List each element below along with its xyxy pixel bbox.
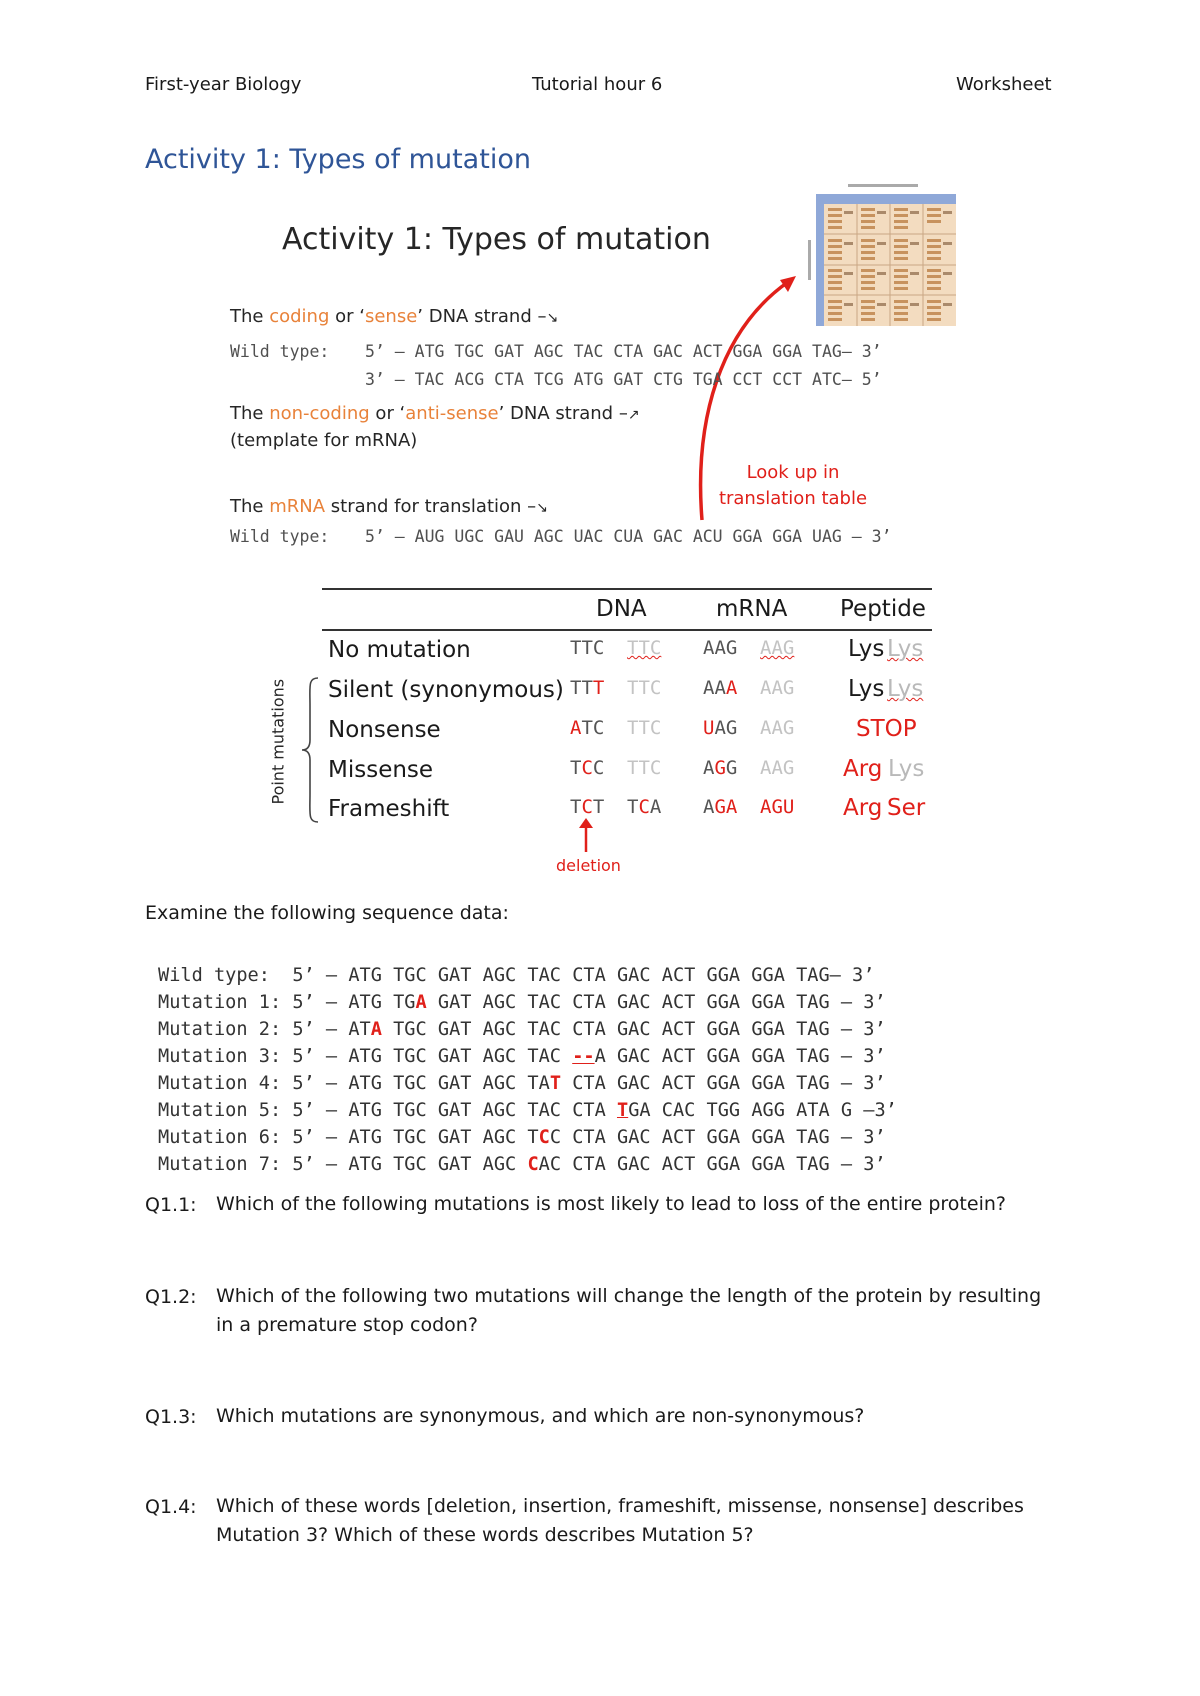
peptide-wt: Lys <box>887 636 924 662</box>
examine-text: Examine the following sequence data: <box>145 902 509 924</box>
mrna-codon-wt: AAG <box>760 757 795 779</box>
sequence-row-mutation-1: Mutation 1: 5’ – ATG TGA GAT AGC TAC CTA GAC ACT GGA GGA TAG – 3’ <box>158 992 886 1013</box>
coding-strand-label: The coding or ‘sense’ DNA strand –↘ <box>230 306 559 327</box>
dna-codon-wt: TTC <box>627 637 662 659</box>
question-number-1: Q1.1: <box>145 1194 197 1216</box>
wild-type-dna-antisense: 3’ – TAC ACG CTA TCG ATG GAT CTG TGA CCT CCT ATC– 5’ <box>365 370 882 389</box>
activity-title: Activity 1: Types of mutation <box>145 144 531 175</box>
template-note: (template for mRNA) <box>230 430 418 451</box>
col-header-peptide: Peptide <box>840 596 926 622</box>
wild-type-mrna-label: Wild type: <box>230 527 330 546</box>
sequence-row-mutation-3: Mutation 3: 5’ – ATG TGC GAT AGC TAC --A GAC ACT GGA GGA TAG – 3’ <box>158 1046 886 1067</box>
mrna-codon: UAG <box>703 717 738 739</box>
dna-codon: TTC <box>570 637 605 659</box>
point-mutations-label: Point mutations <box>268 678 288 805</box>
table-header-rule <box>322 629 932 631</box>
lookup-note: Look up in translation table <box>718 462 868 509</box>
dna-codon-wt: TCA <box>627 796 662 818</box>
row-label-no-mutation: No mutation <box>328 637 471 663</box>
noncoding-strand-label: The non-coding or ‘anti-sense’ DNA strand –↗ <box>230 403 640 424</box>
dna-codon-wt: TTC <box>627 677 662 699</box>
sequence-row-mutation-6: Mutation 6: 5’ – ATG TGC GAT AGC TCC CTA GAC ACT GGA GGA TAG – 3’ <box>158 1127 886 1148</box>
wild-type-dna-sense: 5’ – ATG TGC GAT AGC TAC CTA GAC ACT GGA GGA TAG– 3’ <box>365 342 882 361</box>
peptide-wt: Lys <box>888 756 925 782</box>
row-label-nonsense: Nonsense <box>328 717 441 743</box>
sequence-row-wild-type: Wild type: 5’ – ATG TGC GAT AGC TAC CTA GAC ACT GGA GGA TAG– 3’ <box>158 965 875 986</box>
mrna-codon-wt: AGU <box>760 796 795 818</box>
mrna-codon: AGG <box>703 757 738 779</box>
mrna-codon: AAA <box>703 677 738 699</box>
wild-type-dna-label: Wild type: <box>230 342 330 361</box>
arrow-up-right-icon: ↗ <box>627 407 640 423</box>
row-label-missense: Missense <box>328 757 434 783</box>
col-header-mrna: mRNA <box>716 596 788 622</box>
dna-codon: TCT <box>570 796 605 818</box>
sequence-row-mutation-2: Mutation 2: 5’ – ATA TGC GAT AGC TAC CTA GAC ACT GGA GGA TAG – 3’ <box>158 1019 886 1040</box>
sequence-row-mutation-7: Mutation 7: 5’ – ATG TGC GAT AGC CAC CTA GAC ACT GGA GGA TAG – 3’ <box>158 1154 886 1175</box>
brace-icon <box>300 676 322 824</box>
wild-type-mrna: 5’ – AUG UGC GAU AGC UAC CUA GAC ACU GGA GGA UAG – 3’ <box>365 527 892 546</box>
mrna-codon: AAG <box>703 637 738 659</box>
sequence-row-mutation-4: Mutation 4: 5’ – ATG TGC GAT AGC TAT CTA GAC ACT GGA GGA TAG – 3’ <box>158 1073 886 1094</box>
question-text-4: Which of these words [deletion, insertion, frameshift, missense, nonsense] describes Mutation 3? Which of these words describes Mutation 5? <box>216 1495 1024 1546</box>
mutation-sequence-list <box>158 962 897 1178</box>
peptide: Arg <box>843 756 883 782</box>
peptide-stop: STOP <box>856 716 917 742</box>
dna-codon: TTT <box>570 677 605 699</box>
row-label-frameshift: Frameshift <box>328 796 450 822</box>
sequence-row-mutation-5: Mutation 5: 5’ – ATG TGC GAT AGC TAC CTA TGA CAC TGG AGG ATA G –3’ <box>158 1100 897 1121</box>
dna-codon: TCC <box>570 757 605 779</box>
header-center: Tutorial hour 6 <box>532 74 663 95</box>
peptide: Lys <box>848 676 885 702</box>
deletion-label: deletion <box>556 856 621 875</box>
peptide: Lys <box>848 636 885 662</box>
table-top-rule <box>322 588 932 590</box>
peptide-wt: Lys <box>887 676 924 702</box>
peptide: Arg <box>843 795 883 821</box>
question-text-1: Which of the following mutations is most likely to lead to loss of the entire protein? <box>216 1193 1006 1215</box>
question-text-3: Which mutations are synonymous, and which are non-synonymous? <box>216 1405 865 1427</box>
header-left: First-year Biology <box>145 74 302 95</box>
dna-codon-wt: TTC <box>627 757 662 779</box>
dna-codon-wt: TTC <box>627 717 662 739</box>
mrna-codon-wt: AAG <box>760 677 795 699</box>
arrow-down-right-icon: ↘ <box>546 310 559 326</box>
mrna-codon-wt: AAG <box>760 717 795 739</box>
mrna-codon-wt: AAG <box>760 637 795 659</box>
question-text-2: Which of the following two mutations will change the length of the protein by resulting in a premature stop codon? <box>216 1285 1042 1336</box>
mrna-codon: AGA <box>703 796 738 818</box>
peptide-wt: Ser <box>887 795 926 821</box>
header-right: Worksheet <box>956 74 1052 95</box>
question-number-3: Q1.3: <box>145 1406 197 1428</box>
question-number-2: Q1.2: <box>145 1286 197 1308</box>
slide-title: Activity 1: Types of mutation <box>282 222 711 257</box>
codon-table-thumbnail <box>808 180 960 328</box>
col-header-dna: DNA <box>596 596 647 622</box>
deletion-arrow <box>578 818 594 854</box>
arrow-down-right-icon: ↘ <box>536 500 548 516</box>
question-number-4: Q1.4: <box>145 1496 197 1518</box>
dna-codon: ATC <box>570 717 605 739</box>
row-label-silent: Silent (synonymous) <box>328 677 564 703</box>
mrna-strand-label: The mRNA strand for translation –↘ <box>230 496 548 517</box>
